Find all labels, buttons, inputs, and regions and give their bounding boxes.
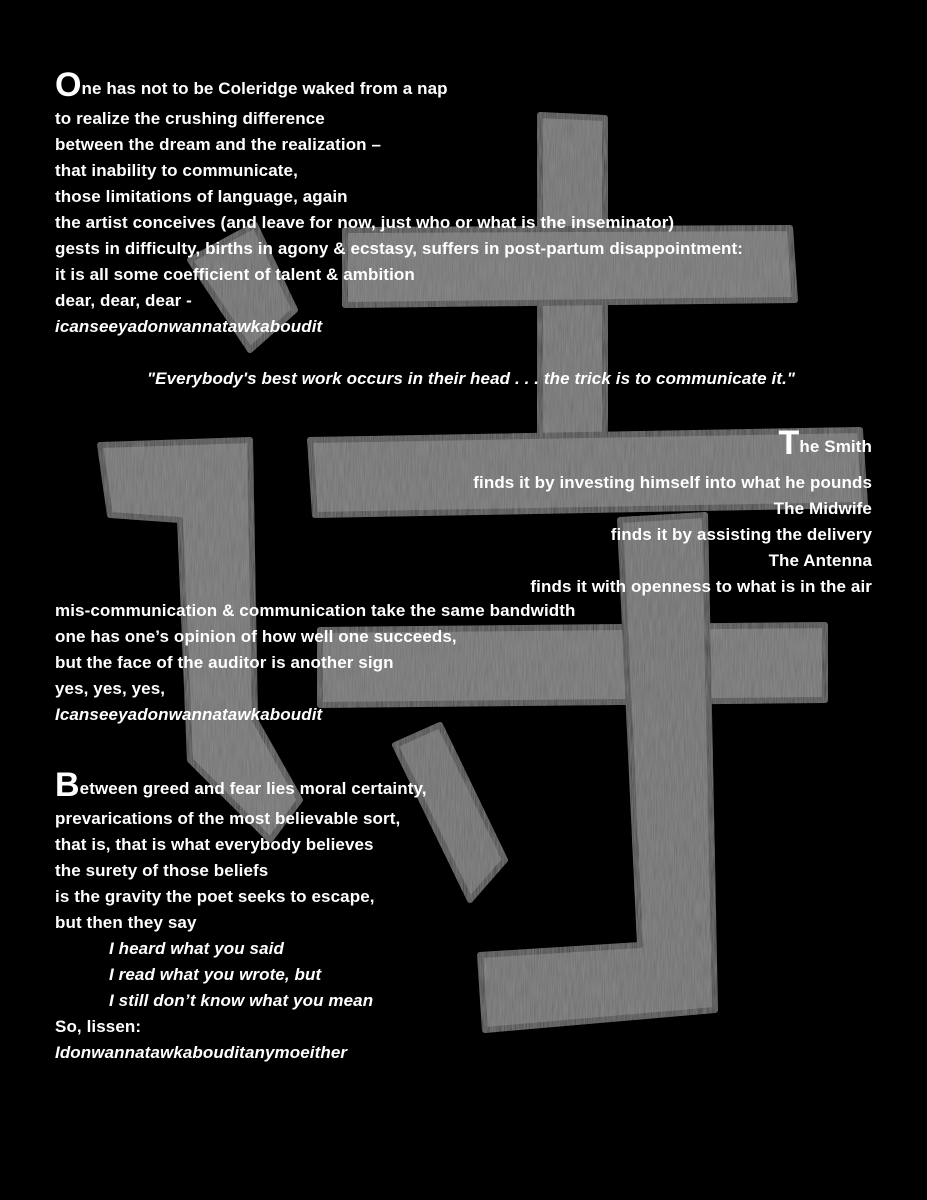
stanza4-line-2: prevarications of the most believable sort, (55, 809, 401, 828)
stanza4-line-1 (55, 768, 427, 802)
stanza4-line-7: I heard what you said (109, 939, 284, 958)
stanza2-line-5: The Antenna (768, 551, 872, 570)
drop-cap: O (55, 66, 82, 104)
stanza3-line-3: but the face of the auditor is another sign (55, 653, 394, 672)
stanza1-line-5: those limitations of language, again (55, 187, 348, 206)
stanza1-line-7: gests in difficulty, births in agony & ecstasy, suffers in post-partum disappointment: (55, 239, 744, 258)
stanza3-line-5: Icanseeyadonwannatawkaboudit (55, 705, 323, 724)
stanza1-line-6: the artist conceives (and leave for now, just who or what is the inseminator) (55, 213, 675, 232)
line-text: etween greed and fear lies moral certainty, (79, 779, 427, 798)
drop-cap: T (778, 424, 800, 462)
line-text: ne has not to be Coleridge waked from a nap (81, 79, 448, 98)
stanza1-line-1 (55, 68, 448, 102)
stanza1-line-10: icanseeyadonwannatawkaboudit (55, 317, 323, 336)
stanza4-line-5: is the gravity the poet seeks to escape, (55, 887, 375, 906)
stanza1-line-2: to realize the crushing difference (55, 109, 325, 128)
stanza4-line-11: Idonwannatawkabouditanymoeither (55, 1043, 348, 1062)
stanza4-line-8: I read what you wrote, but (109, 965, 322, 984)
stanza1-line-9: dear, dear, dear - (55, 291, 192, 310)
stanza4-line-9: I still don’t know what you mean (109, 991, 374, 1010)
stanza3-line-4: yes, yes, yes, (55, 679, 166, 698)
stanza2-line-4: finds it by assisting the delivery (610, 525, 872, 544)
stanza2-line-6: finds it with openness to what is in the air (530, 577, 872, 596)
stanza2-line-1 (779, 426, 872, 460)
drop-cap: B (55, 766, 80, 804)
stanza3-line-2: one has one’s opinion of how well one succeeds, (55, 627, 457, 646)
quote: "Everybody's best work occurs in their head . . . the trick is to communicate it." (147, 369, 796, 388)
stanza1-line-3: between the dream and the realization – (55, 135, 382, 154)
stanza4-line-4: the surety of those beliefs (55, 861, 269, 880)
stanza2-line-3: The Midwife (773, 499, 872, 518)
stanza1-line-8: it is all some coefficient of talent & ambition (55, 265, 415, 284)
stanza1-line-4: that inability to communicate, (55, 161, 298, 180)
stanza4-line-6: but then they say (55, 913, 197, 932)
stanza4-line-10: So, lissen: (55, 1017, 142, 1036)
stanza2-line-2: finds it by investing himself into what he pounds (473, 473, 872, 492)
line-text: he Smith (799, 437, 872, 456)
stanza4-line-3: that is, that is what everybody believes (55, 835, 374, 854)
stanza3-line-1: mis-communication & communication take the same bandwidth (55, 601, 576, 620)
